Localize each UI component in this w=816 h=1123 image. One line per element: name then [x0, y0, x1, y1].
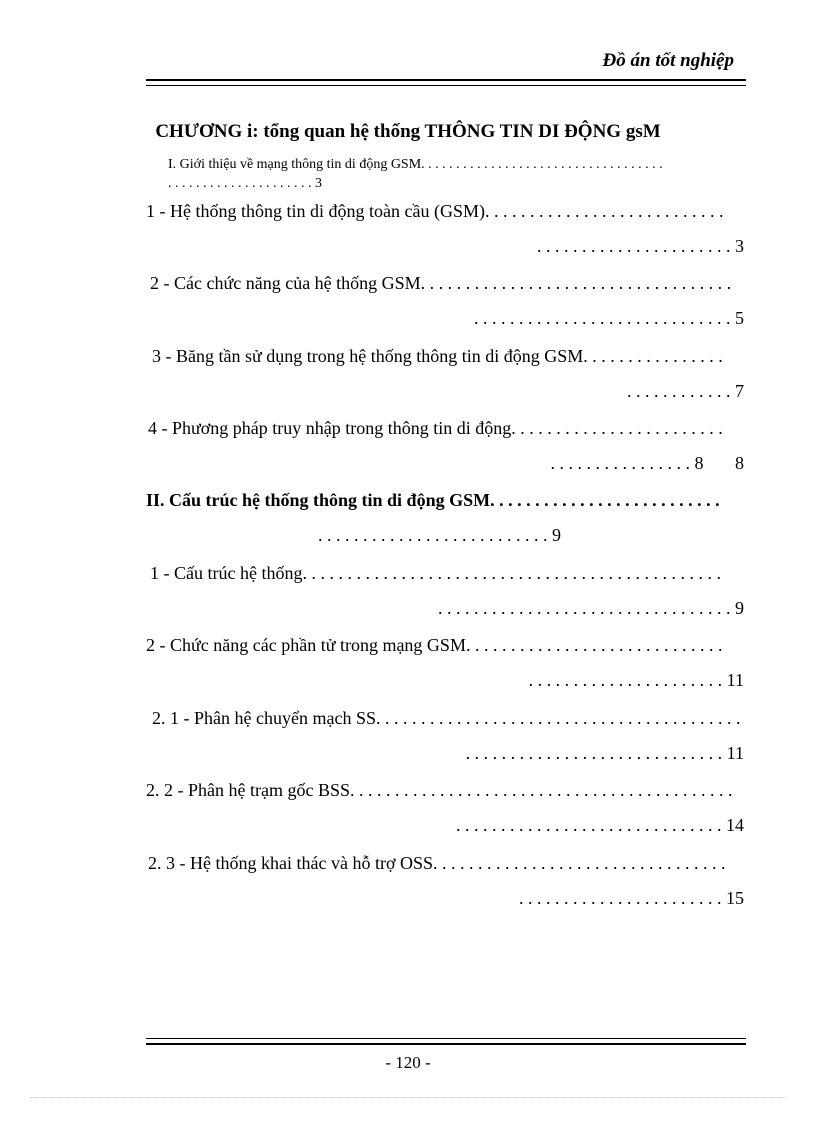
toc-entry-page: . . . . . . . . . . . . . . . . . . . . . 3 — [168, 176, 322, 191]
toc-entry-page: . . . . . . . . . . . . . . . . . . . . . . . . . . . . . . 14 — [456, 815, 744, 835]
toc-entry-text: I. Giới thiệu về mạng thông tin di động GSM. . . . . . . . . . . . . . . . . . . . . . . . . . . . . . . . . . . — [168, 157, 663, 172]
chapter-title: CHƯƠNG i: tổng quan hệ thống THÔNG TIN DI ĐỘNG gsM — [155, 121, 661, 142]
toc-entry-page: . . . . . . . . . . . . . . . . . . . . . . . . . . 9 — [318, 525, 561, 545]
toc-entry-page: . . . . . . . . . . . . 7 — [627, 381, 744, 401]
toc-entry-page: . . . . . . . . . . . . . . . . . . . . . . . . . . . . . 11 — [465, 743, 744, 763]
header-title: Đồ án tốt nghiệp — [602, 50, 734, 71]
toc-entry — [0, 563, 816, 643]
toc-entry-page: . . . . . . . . . . . . . . . . . . . . . . . 15 — [519, 888, 744, 908]
toc-entry — [0, 346, 816, 426]
toc-entry — [0, 418, 816, 498]
footer-rule-thick — [146, 1043, 746, 1045]
toc-entry-text: 3 - Băng tần sử dụng trong hệ thống thông tin di động GSM. . . . . . . . . . . . . . . . — [152, 346, 723, 366]
toc-entry-page: . . . . . . . . . . . . . . . . 8 8 — [550, 453, 744, 473]
toc-entry-text: 1 - Cấu trúc hệ thống. . . . . . . . . . . . . . . . . . . . . . . . . . . . . . . . . . . . . . . . . . . . . . . — [150, 563, 721, 583]
header-rule-thick — [146, 79, 746, 81]
header-rule-thin — [146, 85, 746, 86]
toc-entry-text: 2. 1 - Phân hệ chuyển mạch SS. . . . . . . . . . . . . . . . . . . . . . . . . . . . . . . . . . . . . . . . . — [152, 708, 741, 728]
toc-entry — [0, 853, 816, 933]
toc-entry-text: 4 - Phương pháp truy nhập trong thông tin di động. . . . . . . . . . . . . . . . . . . . . . . . — [148, 418, 723, 438]
toc-entry — [0, 490, 816, 570]
toc-entry-text: 2. 2 - Phân hệ trạm gốc BSS. . . . . . . . . . . . . . . . . . . . . . . . . . . . . . . . . . . . . . . . . . . — [146, 780, 733, 800]
toc-entry-page: . . . . . . . . . . . . . . . . . . . . . . . . . . . . . 5 — [474, 308, 744, 328]
toc-entry-text: 2 - Chức năng các phần tử trong mạng GSM. . . . . . . . . . . . . . . . . . . . . . . . . . . . . — [146, 635, 723, 655]
toc-entry — [0, 780, 816, 860]
toc-entry-text: 2. 3 - Hệ thống khai thác và hỗ trợ OSS. . . . . . . . . . . . . . . . . . . . . . . . . . . . . . . . . — [148, 853, 726, 873]
toc-entry — [0, 708, 816, 788]
toc-entry-text: II. Cấu trúc hệ thống thông tin di động GSM. . . . . . . . . . . . . . . . . . . . . . . . . . — [146, 490, 720, 510]
toc-entry — [0, 201, 816, 281]
toc-entry-text: 2 - Các chức năng của hệ thống GSM. . . . . . . . . . . . . . . . . . . . . . . . . . . . . . . . . . . — [150, 273, 732, 293]
toc-entry-page: . . . . . . . . . . . . . . . . . . . . . . 11 — [528, 670, 744, 690]
footer-rule-thin — [146, 1038, 746, 1039]
toc-entry-page: . . . . . . . . . . . . . . . . . . . . . . . . . . . . . . . . . 9 — [438, 598, 744, 618]
toc-entry-text: 1 - Hệ thống thông tin di động toàn cầu (GSM). . . . . . . . . . . . . . . . . . . . . . . . . . . — [146, 201, 724, 221]
page-bottom-edge — [30, 1097, 786, 1098]
toc-entry — [0, 273, 816, 353]
toc-entry-page: . . . . . . . . . . . . . . . . . . . . . . 3 — [537, 236, 744, 256]
page-number: - 120 - — [385, 1053, 431, 1072]
toc-entry — [0, 635, 816, 715]
